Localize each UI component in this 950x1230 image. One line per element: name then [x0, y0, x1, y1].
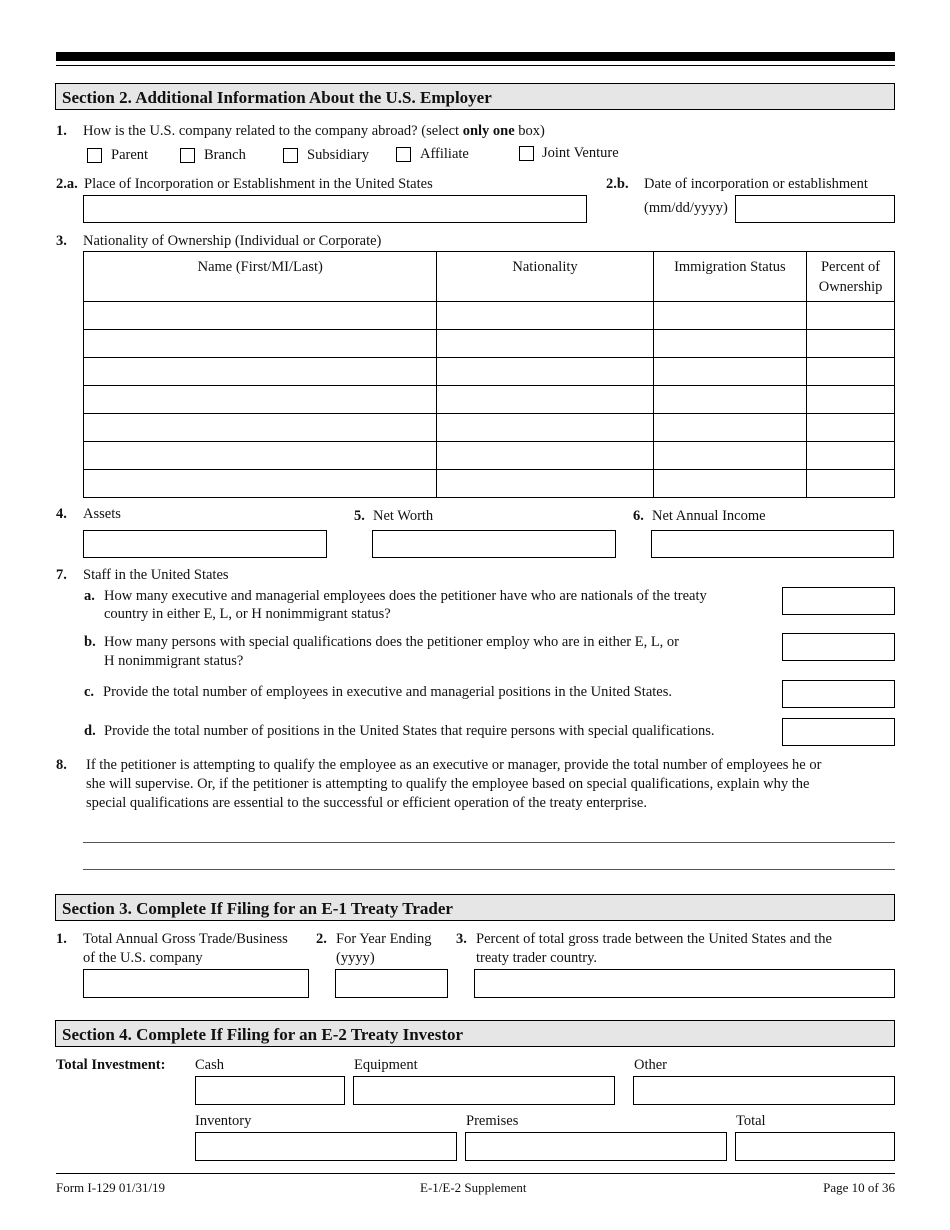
header-nationality: Nationality — [437, 252, 653, 302]
year-ending-input[interactable] — [335, 969, 448, 998]
table-row — [84, 386, 895, 414]
q6-number: 6. — [633, 508, 644, 524]
total-input[interactable] — [735, 1132, 895, 1161]
label-parent: Parent — [111, 147, 149, 163]
cell-percent-input[interactable] — [807, 330, 895, 358]
q6-label: Net Annual Income — [652, 508, 766, 524]
table-row — [84, 414, 895, 442]
cell-percent-input[interactable] — [807, 442, 895, 470]
ownership-table — [83, 251, 895, 498]
cell-status-input[interactable] — [653, 358, 807, 386]
q1-number: 1. — [56, 123, 67, 139]
premises-label: Premises — [466, 1113, 519, 1129]
s3-q2-number: 2. — [316, 931, 327, 947]
cell-status-input[interactable] — [653, 330, 807, 358]
q7b-letter: b. — [84, 634, 96, 650]
cell-status-input[interactable] — [653, 442, 807, 470]
table-row — [84, 470, 895, 498]
s3-q1-line2: of the U.S. company — [83, 950, 203, 966]
cell-name-input[interactable] — [84, 302, 437, 330]
cell-name-input[interactable] — [84, 414, 437, 442]
other-label: Other — [634, 1057, 668, 1073]
percent-gross-trade-input[interactable] — [474, 969, 895, 998]
annual-gross-trade-input[interactable] — [83, 969, 309, 998]
cell-percent-input[interactable] — [807, 414, 895, 442]
other-input[interactable] — [633, 1076, 895, 1105]
q4-label: Assets — [83, 506, 121, 522]
checkbox-affiliate[interactable] — [396, 147, 411, 162]
q7b-line1: How many persons with special qualifications does the petitioner employ who are in either E, L, or — [104, 634, 680, 650]
total-investment-label: Total Investment: — [56, 1057, 166, 1073]
inventory-label: Inventory — [195, 1113, 252, 1129]
table-row — [84, 330, 895, 358]
q2b-label: Date of incorporation or establishment — [644, 176, 868, 192]
q2a-number: 2.a. — [56, 176, 78, 192]
net-worth-input[interactable] — [372, 530, 616, 558]
cell-percent-input[interactable] — [807, 358, 895, 386]
header-percent-ownership: Percent of Ownership — [807, 252, 895, 302]
q2a-label: Place of Incorporation or Establishment in the United States — [84, 176, 433, 192]
total-special-positions-input[interactable] — [782, 718, 895, 746]
special-qualifications-count-input[interactable] — [782, 633, 895, 661]
q7a-line1: How many executive and managerial employees does the petitioner have who are nationals of the treaty — [104, 588, 707, 604]
q7d-line1: Provide the total number of positions in the United States that require persons with special qualifications. — [104, 723, 715, 739]
cell-nationality-input[interactable] — [437, 442, 653, 470]
q8-answer-line-1[interactable] — [83, 842, 895, 843]
table-row — [84, 358, 895, 386]
q7d-letter: d. — [84, 723, 96, 739]
cash-input[interactable] — [195, 1076, 345, 1105]
label-affiliate: Affiliate — [420, 146, 469, 162]
q4-number: 4. — [56, 506, 67, 522]
exec-managerial-count-input[interactable] — [782, 587, 895, 615]
cell-status-input[interactable] — [653, 302, 807, 330]
cell-nationality-input[interactable] — [437, 302, 653, 330]
q8-line3: special qualifications are essential to the successful or efficient operation of the treaty enterprise. — [86, 795, 647, 811]
checkbox-joint-venture[interactable] — [519, 146, 534, 161]
q8-number: 8. — [56, 757, 67, 773]
equipment-input[interactable] — [353, 1076, 615, 1105]
section4-header: Section 4. Complete If Filing for an E-2 Treaty Investor — [55, 1020, 895, 1047]
s3-q3-line2: treaty trader country. — [476, 950, 598, 966]
q7a-letter: a. — [84, 588, 95, 604]
footer-supplement: E-1/E-2 Supplement — [420, 1180, 527, 1195]
premises-input[interactable] — [465, 1132, 727, 1161]
cell-nationality-input[interactable] — [437, 386, 653, 414]
header-immigration-status: Immigration Status — [653, 252, 807, 302]
q7b-line2: H nonimmigrant status? — [104, 653, 244, 669]
cell-name-input[interactable] — [84, 358, 437, 386]
q3-label: Nationality of Ownership (Individual or Corporate) — [83, 233, 382, 249]
q1-text: How is the U.S. company related to the company abroad? (select only one box) — [83, 123, 545, 139]
cell-name-input[interactable] — [84, 470, 437, 498]
q2b-number: 2.b. — [606, 176, 629, 192]
cash-label: Cash — [195, 1057, 224, 1073]
incorporation-date-input[interactable] — [735, 195, 895, 223]
total-label: Total — [736, 1113, 766, 1129]
q2b-format: (mm/dd/yyyy) — [644, 200, 728, 216]
s3-q2-line2: (yyyy) — [336, 950, 375, 966]
q3-number: 3. — [56, 233, 67, 249]
footer-rule — [56, 1173, 895, 1174]
footer-form-id: Form I-129 01/31/19 — [56, 1180, 166, 1195]
cell-nationality-input[interactable] — [437, 414, 653, 442]
cell-name-input[interactable] — [84, 330, 437, 358]
table-row — [84, 442, 895, 470]
q8-answer-line-2[interactable] — [83, 869, 895, 870]
cell-percent-input[interactable] — [807, 386, 895, 414]
section3-header: Section 3. Complete If Filing for an E-1 Treaty Trader — [55, 894, 895, 921]
cell-status-input[interactable] — [653, 470, 807, 498]
checkbox-parent[interactable] — [87, 148, 102, 163]
place-of-incorporation-input[interactable] — [83, 195, 587, 223]
section2-header: Section 2. Additional Information About the U.S. Employer — [55, 83, 895, 110]
inventory-input[interactable] — [195, 1132, 457, 1161]
table-row — [84, 302, 895, 330]
label-branch: Branch — [204, 147, 246, 163]
cell-percent-input[interactable] — [807, 302, 895, 330]
q7c-letter: c. — [84, 684, 95, 700]
cell-nationality-input[interactable] — [437, 330, 653, 358]
assets-input[interactable] — [83, 530, 327, 558]
s3-q1-number: 1. — [56, 931, 67, 947]
net-annual-income-input[interactable] — [651, 530, 894, 558]
cell-status-input[interactable] — [653, 386, 807, 414]
q7-number: 7. — [56, 567, 67, 583]
top-thin-rule — [56, 65, 895, 66]
footer-page-number: Page 10 of 36 — [823, 1180, 895, 1195]
s3-q1-line1: Total Annual Gross Trade/Business — [83, 931, 288, 947]
s3-q3-number: 3. — [456, 931, 467, 947]
checkbox-subsidiary[interactable] — [283, 148, 298, 163]
q7c-line1: Provide the total number of employees in executive and managerial positions in the United States. — [103, 684, 672, 700]
ownership-table-header — [84, 252, 895, 302]
cell-status-input[interactable] — [653, 414, 807, 442]
top-thick-rule — [56, 52, 895, 61]
header-name: Name (First/MI/Last) — [84, 252, 437, 302]
q5-label: Net Worth — [373, 508, 434, 524]
q7a-line2: country in either E, L, or H nonimmigrant status? — [104, 606, 391, 622]
q8-line2: she will supervise. Or, if the petitioner is attempting to qualify the employee based on special qualifications, explain why the — [86, 776, 810, 792]
label-joint-venture: Joint Venture — [542, 145, 619, 161]
cell-nationality-input[interactable] — [437, 470, 653, 498]
s3-q2-line1: For Year Ending — [336, 931, 432, 947]
q7-label: Staff in the United States — [83, 567, 229, 583]
equipment-label: Equipment — [354, 1057, 418, 1073]
q8-line1: If the petitioner is attempting to qualify the employee as an executive or manager, provide the total number of employees he or — [86, 757, 822, 773]
cell-percent-input[interactable] — [807, 470, 895, 498]
cell-nationality-input[interactable] — [437, 358, 653, 386]
s3-q3-line1: Percent of total gross trade between the United States and the — [476, 931, 832, 947]
checkbox-branch[interactable] — [180, 148, 195, 163]
label-subsidiary: Subsidiary — [307, 147, 370, 163]
cell-name-input[interactable] — [84, 386, 437, 414]
total-exec-positions-input[interactable] — [782, 680, 895, 708]
q5-number: 5. — [354, 508, 365, 524]
cell-name-input[interactable] — [84, 442, 437, 470]
